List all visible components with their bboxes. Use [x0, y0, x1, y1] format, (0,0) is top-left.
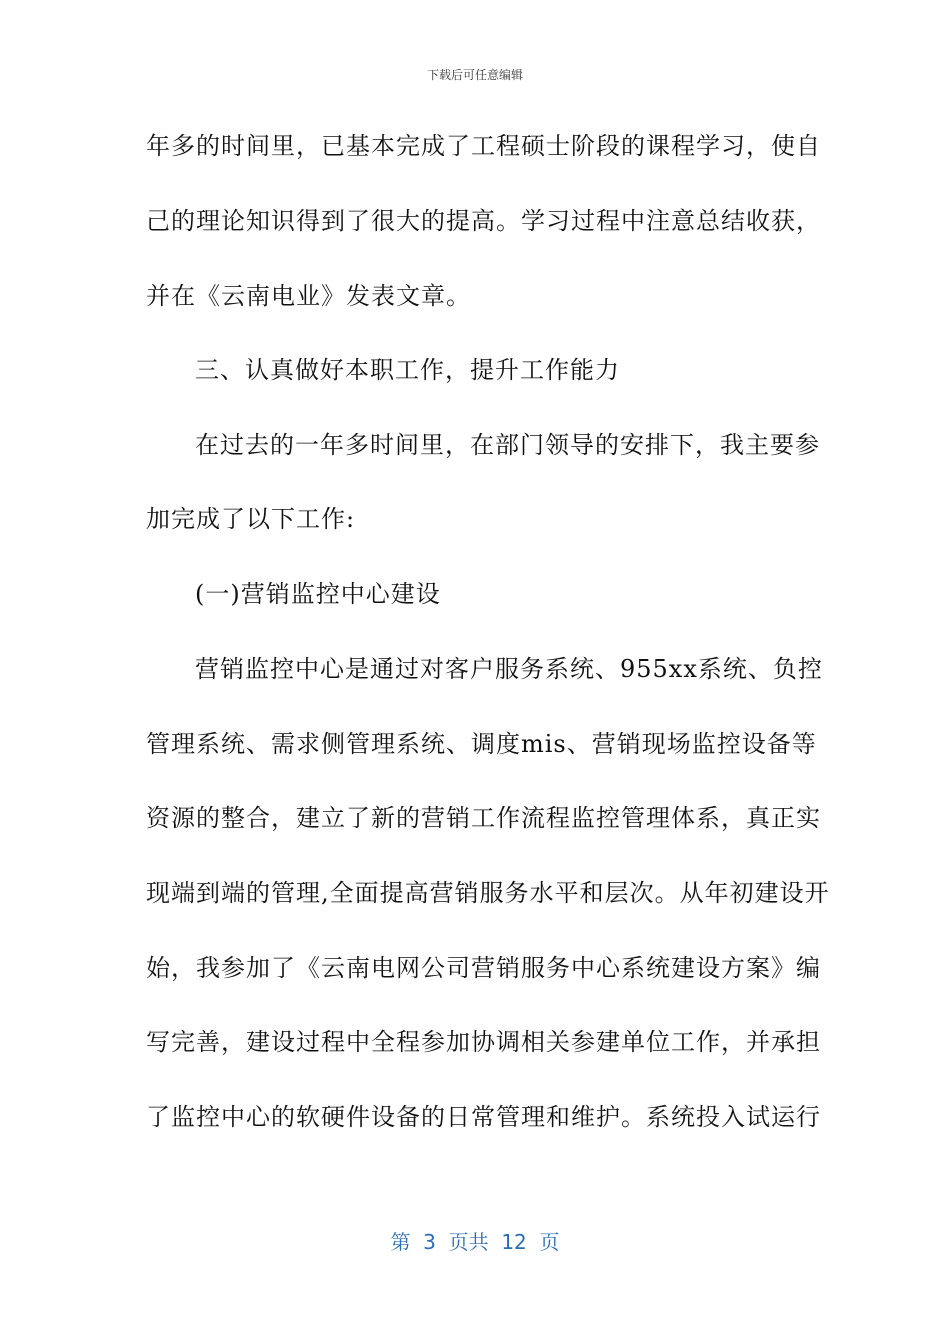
section-heading: 三、认真做好本职工作，提升工作能力 — [195, 356, 620, 384]
paragraph-line: 了监控中心的软硬件设备的日常管理和维护。系统投入试运行 — [146, 1103, 821, 1131]
paragraph-line: 在过去的一年多时间里，在部门领导的安排下，我主要参 — [195, 431, 820, 459]
paragraph-line: 始，我参加了《云南电网公司营销服务中心系统建设方案》编 — [146, 954, 821, 982]
paragraph-line: 现端到端的管理,全面提高营销服务水平和层次。从年初建设开 — [146, 879, 830, 907]
header-note: 下载后可任意编辑 — [426, 68, 523, 82]
paragraph-line: 营销监控中心是通过对客户服务系统、955xx系统、负控 — [195, 655, 823, 683]
paragraph-line: 年多的时间里，已基本完成了工程硕士阶段的课程学习，使自 — [146, 132, 821, 160]
paragraph-line: 己的理论知识得到了很大的提高。学习过程中注意总结收获， — [146, 207, 821, 235]
paragraph-line: 管理系统、需求侧管理系统、调度mis、营销现场监控设备等 — [146, 730, 817, 758]
subsection-heading: (一)营销监控中心建设 — [195, 580, 441, 608]
paragraph-line: 资源的整合，建立了新的营销工作流程监控管理体系，真正实 — [146, 804, 821, 832]
page-number: 第 3 页共 12 页 — [390, 1230, 560, 1254]
paragraph-line: 加完成了以下工作: — [146, 505, 356, 533]
paragraph-line: 并在《云南电业》发表文章。 — [146, 282, 471, 310]
paragraph-line: 写完善，建设过程中全程参加协调相关参建单位工作，并承担 — [146, 1028, 821, 1056]
